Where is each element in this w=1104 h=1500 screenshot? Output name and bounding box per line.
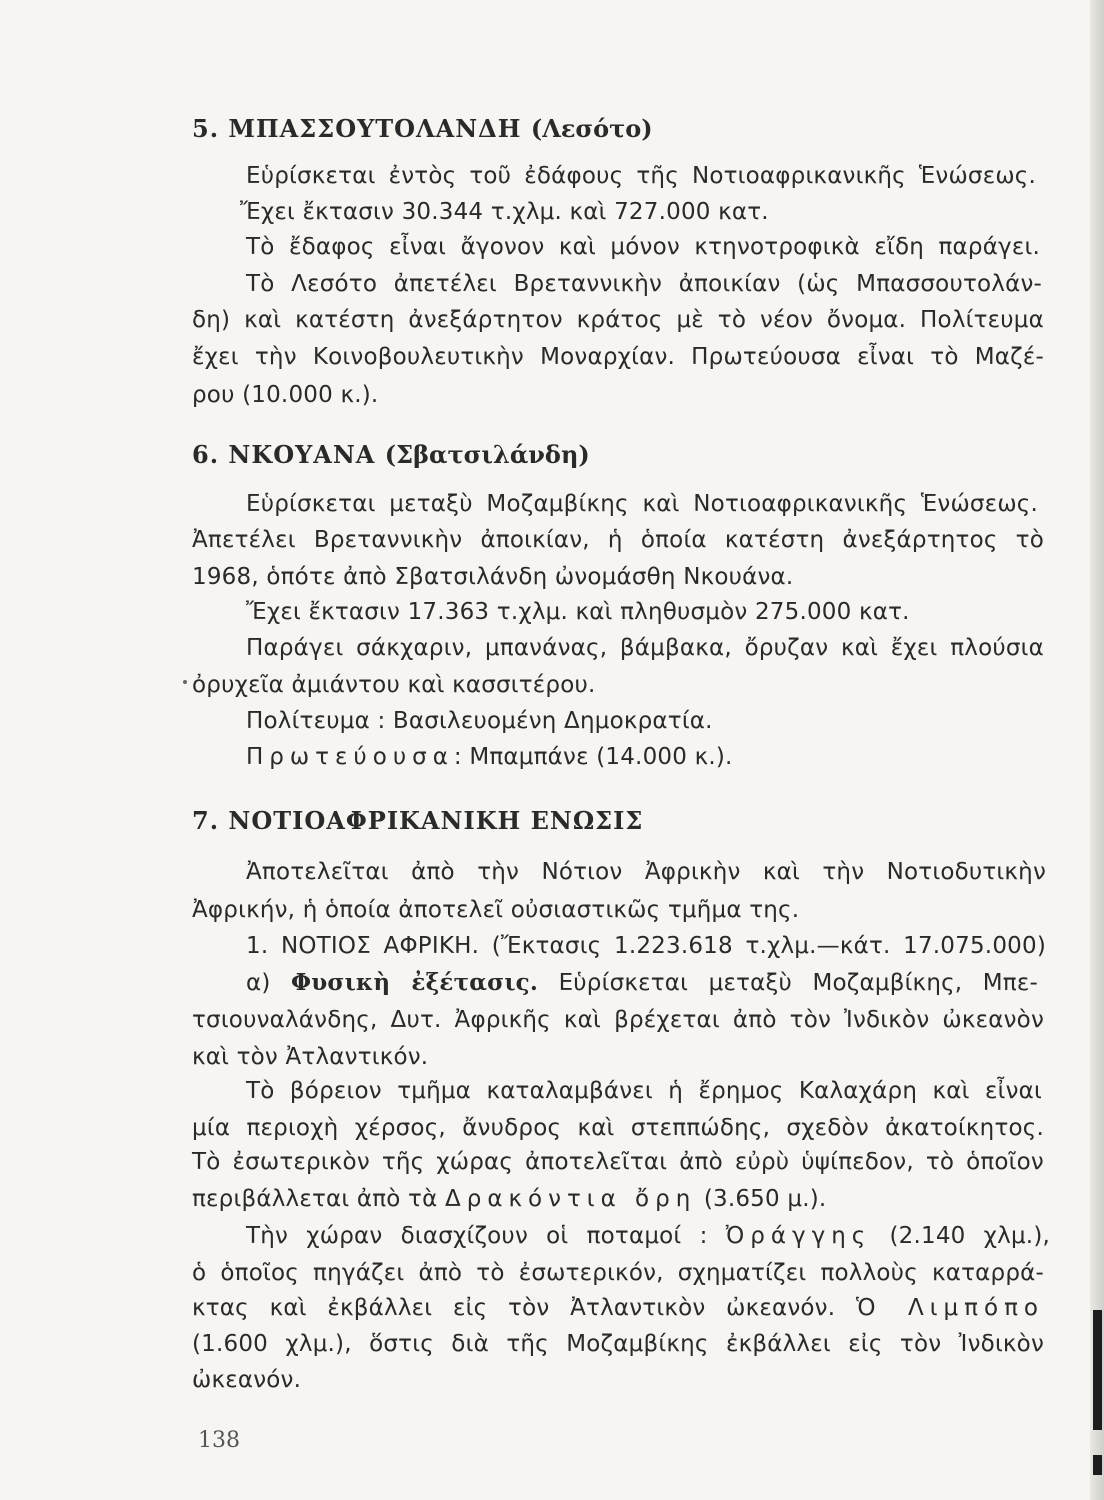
paragraph-line: Παράγει σάκχαριν, μπανάνας, βάμβακα, ὄρυζαν καὶ ἔχει πλούσια bbox=[246, 635, 1044, 661]
spaced-term: Ὁ Λιμπόπο bbox=[855, 1295, 1045, 1321]
paragraph-line: Πολίτευμα : Βασιλευομένη Δημοκρατία. bbox=[246, 708, 713, 734]
paragraph-line: 1968, ὁπότε ἀπὸ Σβατσιλάνδη ὠνομάσθη Νκουάνα. bbox=[192, 564, 794, 590]
capital-value: : Μπαμπάνε (14.000 κ.). bbox=[453, 744, 733, 770]
paragraph-line: μία περιοχὴ χέρσος, ἄνυδρος καὶ στεππώδης, σχεδὸν ἀκατοίκητος. bbox=[192, 1115, 1044, 1141]
paragraph-line: δη) καὶ κατέστη ἀνεξάρτητον κράτος μὲ τὸ νέον ὄνομα. Πολίτευμα bbox=[192, 307, 1044, 333]
text-run: περιβάλλεται ἀπὸ τὰ bbox=[192, 1186, 438, 1212]
paragraph-line bbox=[246, 1220, 1050, 1252]
paragraph-line: Εὑρίσκεται μεταξὺ Μοζαμβίκης καὶ Νοτιοαφρικανικῆς Ἑνώσεως. bbox=[246, 491, 1038, 517]
paragraph-line: 1. ΝΟΤΙΟΣ ΑΦΡΙΚΗ. (Ἔκτασις 1.223.618 τ.χλμ.—κάτ. 17.075.000) bbox=[246, 933, 1046, 959]
section-heading-7 bbox=[192, 804, 643, 838]
spaced-term: Ὀράγγης bbox=[725, 1223, 872, 1249]
paragraph-line: Τὸ ἔδαφος εἶναι ἄγονον καὶ μόνον κτηνοτροφικὰ εἴδη παράγει. bbox=[246, 234, 1040, 260]
paragraph-line: Ἀφρικήν, ἡ ὁποία ἀποτελεῖ οὐσιαστικῶς τμῆμα της. bbox=[192, 897, 800, 923]
paragraph-line: Τὸ Λεσότο ἀπετέλει Βρεταννικὴν ἀποικίαν (ὡς Μπασσουτολάν- bbox=[246, 271, 1042, 297]
paragraph-line bbox=[192, 1183, 1052, 1215]
text-run: (2.140 χλμ.), bbox=[889, 1223, 1051, 1249]
text-run: κτας καὶ ἐκβάλλει εἰς τὸν Ἀτλαντικὸν ὠκεανόν. bbox=[192, 1295, 836, 1321]
subsection-prefix: α) bbox=[246, 970, 271, 996]
paragraph-line: τσιουναλάνδης, Δυτ. Ἀφρικῆς καὶ βρέχεται ἀπὸ τὸν Ἰνδικὸν ὠκεανὸν bbox=[192, 1007, 1044, 1033]
paragraph-line: ὀρυχεῖα ἀμιάντου καὶ κασσιτέρου. bbox=[192, 672, 596, 698]
spaced-term: Δρακόντια ὄρη bbox=[444, 1186, 697, 1212]
paragraph-line: (1.600 χλμ.), ὅστις διὰ τῆς Μοζαμβίκης ἐκβάλλει εἰς τὸν Ἰνδικὸν bbox=[192, 1331, 1044, 1357]
section-title: 5. ΜΠΑΣΣΟΥΤΟΛΑΝΔΗ bbox=[192, 114, 522, 143]
paragraph-line: Τὸ βόρειον τμῆμα καταλαμβάνει ἡ ἔρημος Καλαχάρη καὶ εἶναι bbox=[246, 1078, 1042, 1104]
capital-label: Πρωτεύουσα bbox=[246, 744, 454, 770]
paragraph-line: ὠκεανόν. bbox=[192, 1367, 302, 1393]
capital-line bbox=[246, 741, 1052, 773]
section-heading-5 bbox=[192, 112, 653, 146]
paragraph-line: Ἔχει ἔκτασιν 17.363 τ.χλμ. καὶ πληθυσμὸν 275.000 κατ. bbox=[246, 599, 910, 625]
paragraph-line: ὁ ὁποῖος πηγάζει ἀπὸ τὸ ἐσωτερικόν, σχηματίζει πολλοὺς καταρρά- bbox=[192, 1260, 1044, 1286]
paragraph-line: ἔχει τὴν Κοινοβουλευτικὴν Μοναρχίαν. Πρωτεύουσα εἶναι τὸ Μαζέ- bbox=[192, 344, 1044, 370]
subsection-line bbox=[246, 967, 1038, 999]
paragraph-line: ρου (10.000 κ.). bbox=[192, 382, 379, 408]
section-title-paren: (Σβατσιλάνδη) bbox=[384, 440, 590, 469]
paragraph-line: Ἀπετέλει Βρεταννικὴν ἀποικίαν, ἡ ὁποία κατέστη ἀνεξάρτητος τὸ bbox=[192, 527, 1044, 553]
paragraph-line bbox=[192, 1292, 1044, 1324]
page-number: 138 bbox=[198, 1428, 240, 1453]
section-heading-6 bbox=[192, 438, 590, 472]
paragraph-line: Τὸ ἐσωτερικὸν τῆς χώρας ἀποτελεῖται ἀπὸ εὐρὺ ὑψίπεδον, τὸ ὁποῖον bbox=[192, 1149, 1044, 1175]
text-run: Τὴν χώραν διασχίζουν οἱ ποταμοί : bbox=[246, 1223, 708, 1249]
section-title-paren: (Λεσότο) bbox=[530, 114, 653, 143]
subsection-text: Εὑρίσκεται μεταξὺ Μοζαμβίκης, Μπε- bbox=[558, 970, 1038, 996]
paragraph-line: καὶ τὸν Ἀτλαντικόν. bbox=[192, 1044, 429, 1070]
section-title: 6. ΝΚΟΥΑΝΑ bbox=[192, 440, 376, 469]
subsection-title: Φυσικὴ ἐξέτασις. bbox=[291, 969, 539, 996]
paragraph-line: Ἔχει ἔκτασιν 30.344 τ.χλμ. καὶ 727.000 κατ. bbox=[240, 199, 769, 225]
text-run: (3.650 μ.). bbox=[703, 1186, 827, 1212]
paragraph-line: Εὑρίσκεται ἐντὸς τοῦ ἐδάφους τῆς Νοτιοαφρικανικῆς Ἑνώσεως. bbox=[246, 163, 1036, 189]
paragraph-line: Ἀποτελεῖται ἀπὸ τὴν Νότιον Ἀφρικὴν καὶ τὴν Νοτιοδυτικὴν bbox=[246, 859, 1046, 885]
section-title: 7. ΝΟΤΙΟΑΦΡΙΚΑΝΙΚΗ ΕΝΩΣΙΣ bbox=[192, 806, 644, 835]
